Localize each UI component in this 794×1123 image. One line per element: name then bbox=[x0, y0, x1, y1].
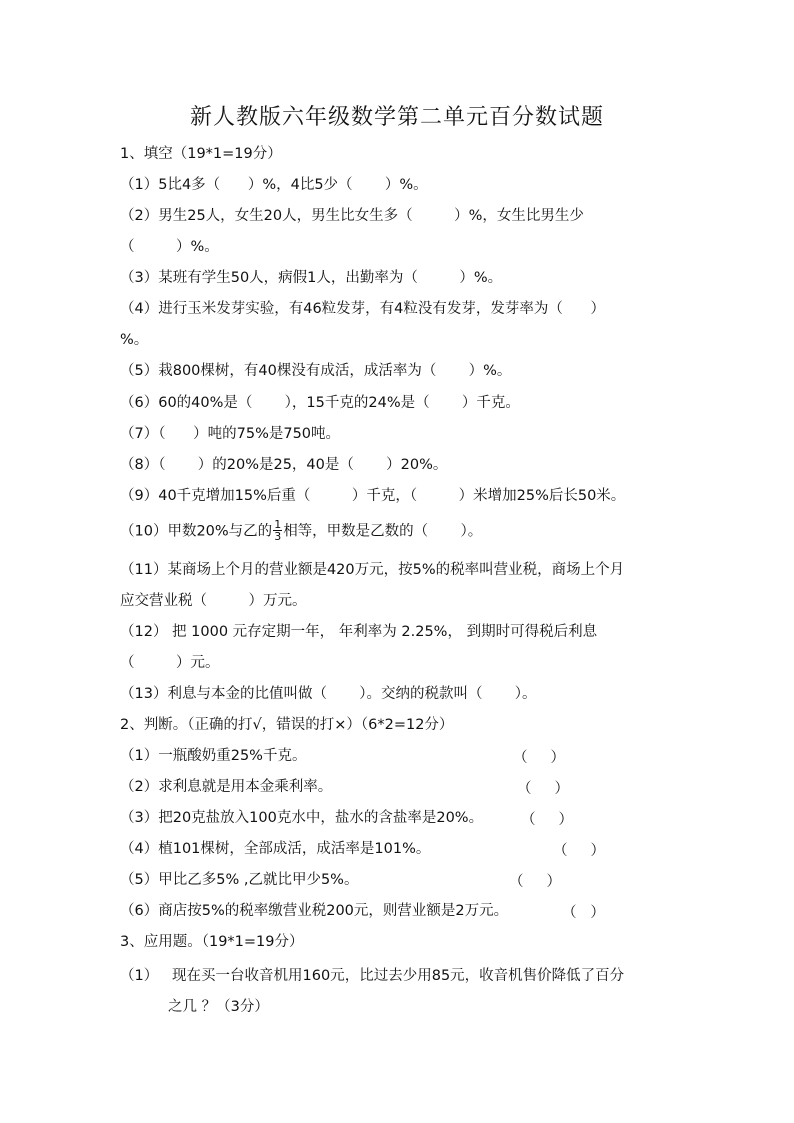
fill-question-5: （5）栽800棵树，有40棵没有成活，成活率为（ ）%。 bbox=[120, 363, 512, 379]
judge-question-4: （4）植101棵树，全部成活，成活率是101%。 bbox=[120, 841, 431, 857]
fill-question-4-line1: （4）进行玉米发芽实验，有46粒发芽，有4粒没有发芽，发芽率为（ ） bbox=[120, 301, 606, 317]
fill-question-13: （13）利息与本金的比值叫做（ ）。交纳的税款叫（ ）。 bbox=[120, 686, 537, 702]
judge-answer-3: （ ） bbox=[521, 812, 574, 828]
fill-question-11-line2: 应交营业税（ ）万元。 bbox=[120, 593, 307, 609]
fill-question-2-line1: （2）男生25人，女生20人，男生比女生多（ ）%，女生比男生少 bbox=[120, 208, 584, 224]
section2-heading: 2、判断。（正确的打√，错误的打×）（6*2=12分） bbox=[120, 717, 454, 733]
word-problem-1-line2: 之几 ？（3分） bbox=[168, 999, 269, 1015]
fill-question-10-after: 相等，甲数是乙数的（ ）。 bbox=[283, 523, 483, 540]
judge-question-1: （1）一瓶酸奶重25%千克。 bbox=[120, 748, 307, 764]
section3-heading: 3、应用题。（19*1=19分） bbox=[120, 934, 304, 950]
fill-question-10 bbox=[120, 520, 482, 543]
fraction-denominator: 3 bbox=[274, 530, 282, 543]
judge-question-2: （2）求利息就是用本金乘利率。 bbox=[120, 779, 333, 795]
fill-question-10-before: （10）甲数20%与乙的 bbox=[120, 523, 273, 540]
fill-question-12-line2: （ ）元。 bbox=[120, 655, 220, 671]
judge-answer-6: （ ） bbox=[562, 905, 605, 921]
fill-question-7: （7）（ ）吨的75%是750吨。 bbox=[120, 426, 341, 442]
fill-question-1: （1）5比4多（ ）%，4比5少（ ）%。 bbox=[120, 177, 428, 193]
judge-answer-1: （ ） bbox=[513, 750, 566, 766]
fill-question-11-line1: （11）某商场上个月的营业额是420万元，按5%的税率叫营业税，商场上个月 bbox=[120, 562, 625, 578]
fill-question-3: （3）某班有学生50人，病假1人，出勤率为（ ）%。 bbox=[120, 270, 503, 286]
fill-question-8: （8）（ ）的20%是25，40是（ ）20%。 bbox=[120, 457, 448, 473]
fill-question-6: （6）60的40%是（ ），15千克的24%是（ ）千克。 bbox=[120, 395, 520, 411]
judge-answer-5: （ ） bbox=[509, 874, 562, 890]
judge-question-3: （3）把20克盐放入100克水中，盐水的含盐率是20%。 bbox=[120, 810, 484, 826]
fraction-numerator: 1 bbox=[274, 518, 282, 531]
fill-question-2-line2: （ ）%。 bbox=[120, 239, 219, 255]
fraction-one-third bbox=[273, 519, 282, 542]
judge-question-6: （6）商店按5%的税率缴营业税200元，则营业额是2万元。 bbox=[120, 903, 509, 919]
page-title: 新人教版六年级数学第二单元百分数试题 bbox=[189, 105, 604, 130]
judge-question-5: （5）甲比乙多5% ,乙就比甲少5%。 bbox=[120, 872, 359, 888]
judge-answer-2: （ ） bbox=[517, 781, 570, 797]
section1-heading: 1、填空（19*1=19分） bbox=[120, 146, 282, 162]
fill-question-4-line2: %。 bbox=[120, 332, 149, 348]
fill-question-9: （9）40千克增加15%后重（ ）千克，（ ）米增加25%后长50米。 bbox=[120, 488, 626, 504]
judge-answer-4: （ ） bbox=[553, 843, 606, 859]
word-problem-1-line1: （1） 现在买一台收音机用160元，比过去少用85元，收音机售价降低了百分 bbox=[120, 968, 625, 984]
fill-question-12-line1: （12） 把 1000 元存定期一年， 年利率为 2.25%， 到期时可得税后利息 bbox=[120, 624, 598, 640]
